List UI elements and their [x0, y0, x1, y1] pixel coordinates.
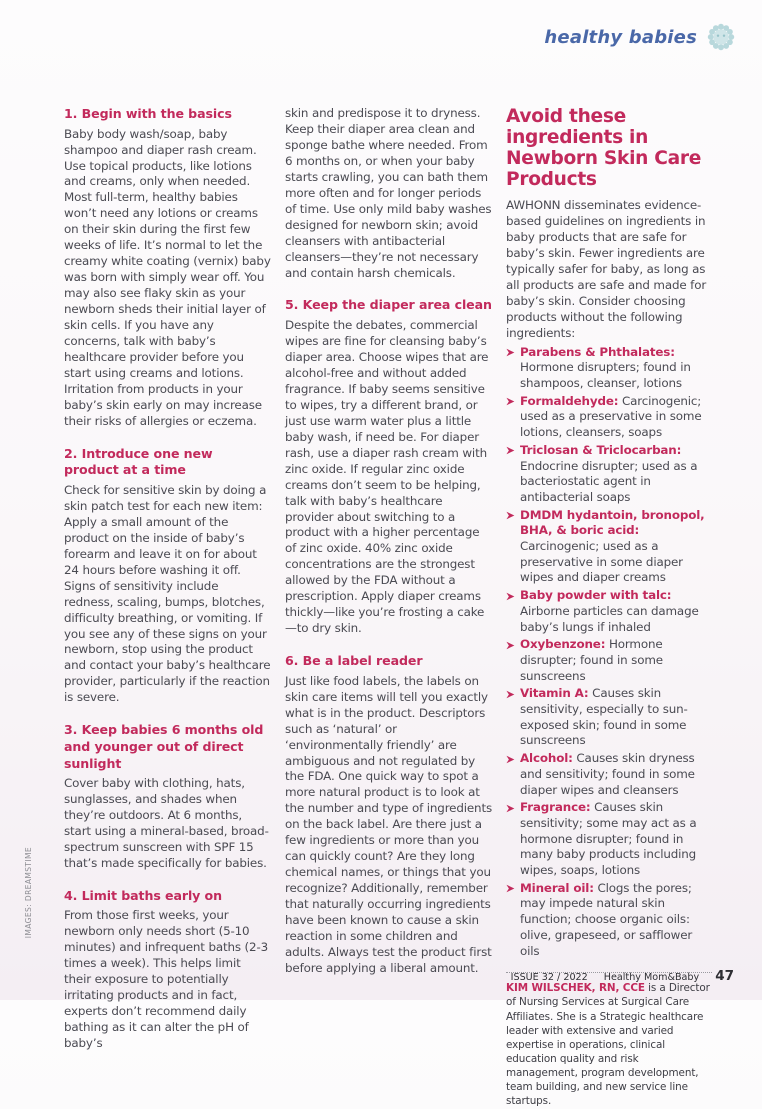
ingredient-term: Parabens & Phthalates: — [520, 344, 675, 359]
tip-body: Baby body wash/soap, baby shampoo and diaper rash cream. Use topical products, like lotions and creams, only when needed. Most full-term, healthy babies won’t need any lotions or creams on their skin during the first few weeks of life. It’s normal to let the creamy white coating (vernix) baby was born with simply wear off. You may also see flaky skin as your newborn sheds their initial layer of skin cells. If you have any concerns, talk with baby’s healthcare provider before you start using creams and lotions. Irritation from products in your baby’s skin early on may increase their risks of allergies or eczema. — [64, 126, 271, 428]
page-footer — [511, 968, 734, 984]
column-2 — [285, 106, 492, 1109]
arrow-bullet-icon — [506, 397, 515, 406]
brand-header — [544, 22, 736, 52]
list-item — [506, 881, 712, 960]
tip-heading: 6. Be a label reader — [285, 653, 423, 669]
column-3-sidebar — [506, 106, 712, 1109]
ingredient-term: DMDM hydantoin, bronopol, BHA, & boric acid: — [520, 507, 705, 538]
tip-heading: 2. Introduce one new product at a time — [64, 445, 213, 478]
arrow-bullet-icon — [506, 755, 515, 764]
list-item — [506, 686, 712, 749]
footer-magazine-title: Healthy Mom&Baby — [603, 972, 700, 983]
page-number: 47 — [715, 968, 734, 984]
image-credit: IMAGES: DREAMSTIME — [24, 846, 33, 938]
footer-issue: ISSUE 32 / 2022 — [510, 972, 588, 983]
tip-section-2 — [64, 446, 271, 707]
ingredient-list — [506, 345, 712, 960]
arrow-bullet-icon — [506, 690, 515, 699]
tip-section-1 — [64, 106, 271, 430]
tip-section-3 — [64, 722, 271, 872]
tip-heading: 1. Begin with the basics — [64, 106, 232, 121]
tip-body: From those first weeks, your newborn only needs short (5-10 minutes) and infrequent baths (2-3 times a week). This helps limit their exposure to potentially irritating products and in fact, experts don’t recommend daily bathing as it can alter the pH of baby’s — [64, 908, 269, 1051]
ingredient-term: Alcohol: — [520, 751, 573, 766]
arrow-bullet-icon — [506, 446, 515, 455]
list-item — [506, 637, 712, 684]
tip-section-5 — [285, 297, 492, 637]
ingredient-term: Triclosan & Triclocarban: — [520, 442, 682, 457]
tip-body: Cover baby with clothing, hats, sunglasses, and shades when they’re outdoors. At 6 months, start using a mineral-based, broad-spectrum sunscreen with SPF 15 that’s made specifically for babies. — [64, 776, 269, 870]
arrow-bullet-icon — [506, 641, 515, 650]
ingredient-term: Oxybenzone: — [520, 637, 606, 652]
flower-sun-icon — [706, 22, 736, 52]
sidebar-intro: AWHONN disseminates evidence-based guidelines on ingredients in baby products that are safe for baby’s skin. Fewer ingredients are typically safer for baby, as long as all products are safe and made for baby’s skin. Consider choosing products without the following ingredients: — [506, 198, 707, 340]
tip-section-6 — [285, 653, 492, 977]
article-columns — [64, 106, 712, 1109]
tip-body: Despite the debates, commercial wipes are fine for cleansing baby’s diaper area. Choose wipes that are alcohol-free and without added fragrance. If baby seems sensitive to wipes, try a different brand, or just use warm water plus a little baby wash, if need be. For diaper rash, use a diaper rash cream with zinc oxide. If regular zinc oxide creams don’t seem to be helping, talk with baby’s healthcare provider about switching to a product with a higher percentage of zinc oxide. 40% zinc oxide concentrations are the strongest allowed by the FDA without a prescription. Apply diaper creams thickly—like you’re frosting a cake—to dry skin. — [285, 318, 489, 636]
ingredient-term: Fragrance: — [520, 800, 591, 815]
tip-body: Just like food labels, the labels on skin care items will tell you exactly what is in the product. Descriptors such as ‘natural’ or ‘environmentally friendly’ are ambiguous and not regulated by the FDA. One quick way to spot a more natural product is to look at the number and type of ingredients on the back label. Are there just a few ingredients or more than you can quickly count? Are they long chemical names, or things that you recognize? Additionally, remember that naturally occurring ingredients have been known to cause a skin reaction in some children and adults. Always test the product first before applying a liberal amount. — [285, 673, 493, 975]
ingredient-desc: Clogs the pores; may impede natural skin function; choose organic oils: olive, grapeseed, or safflower oils — [520, 880, 693, 958]
list-item — [506, 588, 712, 635]
arrow-bullet-icon — [506, 511, 515, 520]
tip4-continuation: skin and predispose it to dryness. Keep their diaper area clean and sponge bathe where needed. From 6 months on, or when your baby starts crawling, you can bath them more often and for longer periods of time. Use only mild baby washes designed for newborn skin; avoid cleansers with antibacterial cleansers—they’re not necessary and contain harsh chemicals. — [285, 106, 492, 280]
ingredient-desc: Hormone disrupters; found in shampoos, cleanser, lotions — [520, 360, 691, 390]
column-1 — [64, 106, 271, 1109]
ingredient-desc: Hormone disrupter; found in some sunscreens — [520, 637, 663, 683]
tip-heading: 4. Limit baths early on — [64, 887, 222, 903]
tip-heading: 5. Keep the diaper area clean — [285, 297, 492, 313]
ingredient-term: Baby powder with talc: — [520, 588, 672, 603]
list-item — [506, 443, 712, 506]
ingredient-term: Formaldehyde: — [520, 393, 619, 408]
ingredient-desc: Carcinogenic; used as a preservative in some lotions, cleansers, soaps — [520, 393, 702, 440]
sidebar-title: Avoid these ingredients in Newborn Skin Care Products — [506, 106, 702, 190]
list-item — [506, 394, 712, 441]
ingredient-term: Vitamin A: — [520, 686, 589, 701]
tip-section-4 — [64, 888, 271, 1052]
ingredient-desc: Causes skin sensitivity; some may act as a hormone disrupter; found in many baby products including wipes, soaps, lotions — [520, 800, 697, 878]
ingredient-desc: Endocrine disrupter; used as a bacteriostatic agent in antibacterial soaps — [520, 458, 698, 504]
arrow-bullet-icon — [506, 884, 515, 893]
arrow-bullet-icon — [506, 804, 515, 813]
logo-text: healthy babies — [544, 26, 697, 48]
list-item — [506, 345, 712, 392]
list-item — [506, 508, 712, 587]
ingredient-desc: Airborne particles can damage baby’s lungs if inhaled — [520, 603, 699, 634]
list-item — [506, 800, 712, 879]
arrow-bullet-icon — [506, 348, 515, 357]
author-bio — [506, 972, 712, 1108]
arrow-bullet-icon — [506, 592, 515, 601]
tip-body: Check for sensitive skin by doing a skin patch test for each new item: Apply a small amount of the product on the inside of baby’s forearm and leave it on for about 24 hours before washing it off. Signs of sensitivity include redness, scaling, bumps, blotches, difficulty breathing, or vomiting. If you see any of these signs on your newborn, stop using the product and contact your baby’s healthcare provider, particularly if the reaction is severe. — [64, 482, 271, 705]
list-item — [506, 751, 712, 798]
ingredient-desc: Causes skin dryness and sensitivity; found in some diaper wipes and cleansers — [520, 751, 695, 797]
author-bio-text: is a Director of Nursing Services at Surgical Care Affiliates. She is a Strategic healthcare leader with extensive and varied expertise in operations, clinical education quality and risk management, program development, team building, and new service line startups. — [506, 982, 710, 1108]
tip-heading: 3. Keep babies 6 months old and younger out of direct sunlight — [64, 722, 264, 771]
ingredient-term: Mineral oil: — [520, 880, 594, 895]
ingredient-desc: Carcinogenic; used as a preservative in some diaper wipes and diaper creams — [520, 539, 683, 585]
author-name: KIM WILSCHEK, RN, CCE — [506, 982, 645, 995]
ingredient-desc: Causes skin sensitivity, especially to sun-exposed skin; found in some sunscreens — [520, 686, 688, 748]
